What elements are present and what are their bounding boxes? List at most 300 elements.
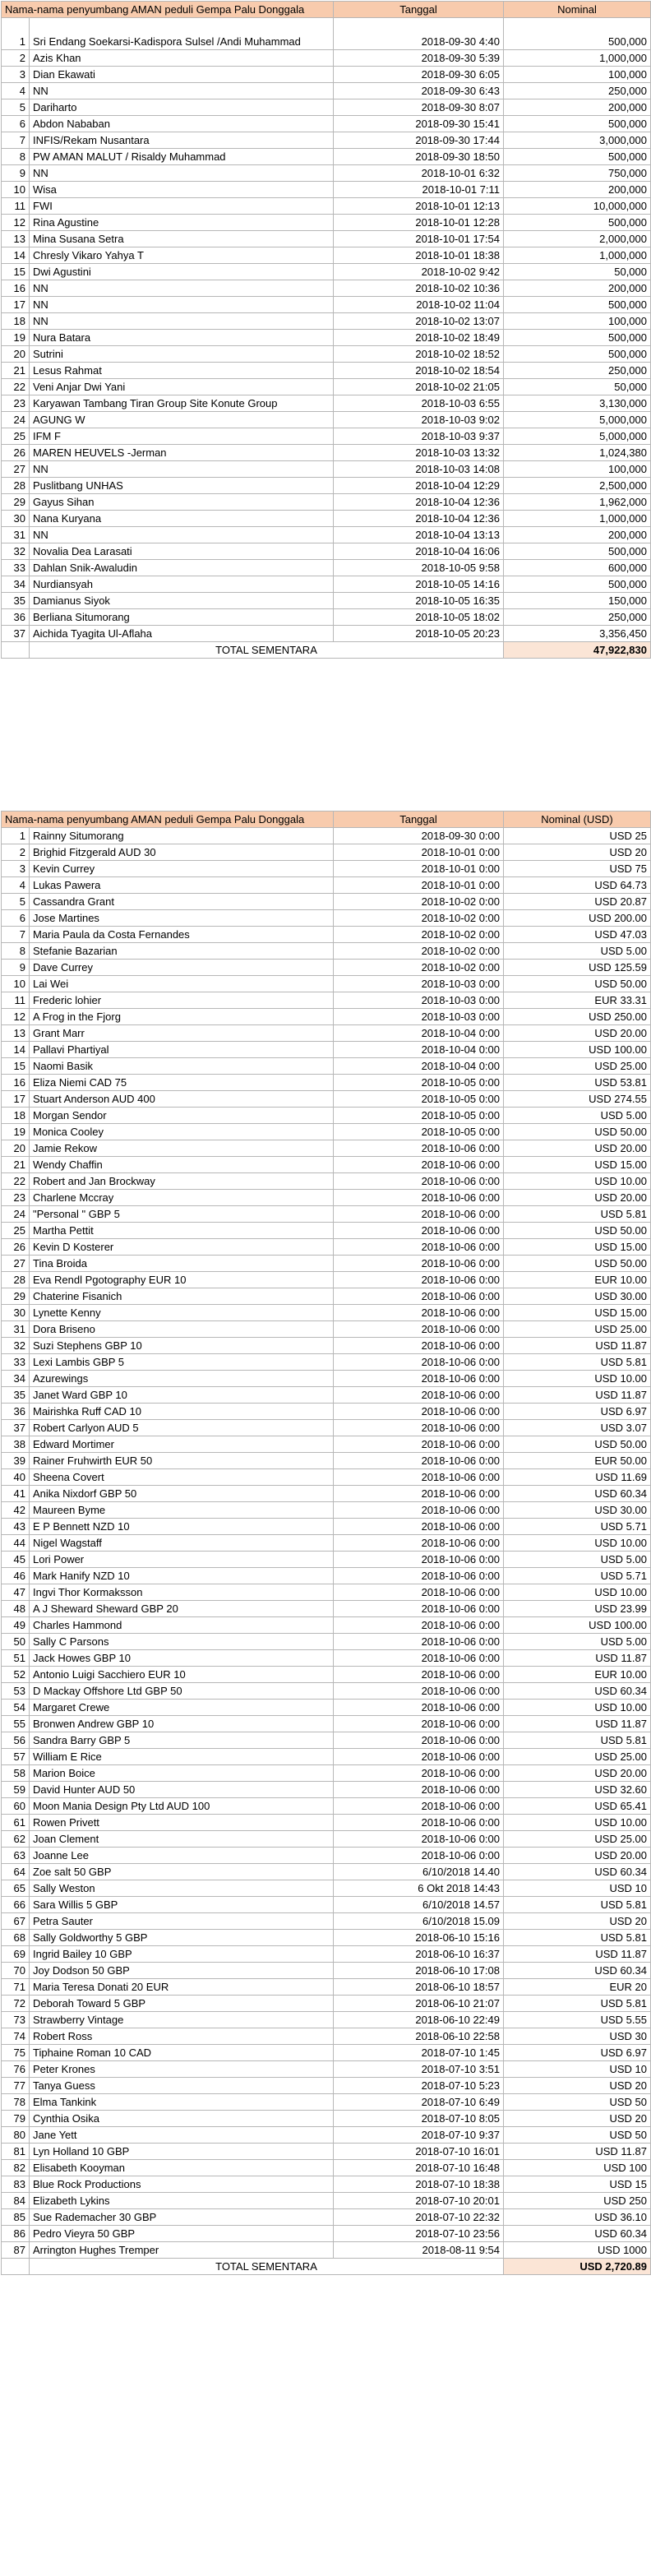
donation-date: 2018-06-10 21:07 <box>334 1996 504 2012</box>
donor-name: Petra Sauter <box>30 1913 334 1930</box>
donation-date: 2018-10-06 0:00 <box>334 1239 504 1256</box>
total-row <box>2 2259 651 2275</box>
table-row <box>2 943 651 960</box>
row-number: 31 <box>2 1321 30 1338</box>
donation-amount: USD 15 <box>504 2176 651 2193</box>
row-number: 77 <box>2 2078 30 2094</box>
table-row <box>2 1387 651 1404</box>
row-number: 28 <box>2 1272 30 1288</box>
header-name: Nama-nama penyumbang AMAN peduli Gempa Palu Donggala <box>2 812 334 828</box>
row-number: 35 <box>2 593 30 609</box>
table-row <box>2 1239 651 1256</box>
donor-name: Tina Broida <box>30 1256 334 1272</box>
table-row <box>2 363 651 379</box>
donation-amount: USD 5.55 <box>504 2012 651 2028</box>
donation-amount: USD 64.73 <box>504 877 651 894</box>
donation-date: 2018-10-01 0:00 <box>334 877 504 894</box>
table-row <box>2 1634 651 1650</box>
donation-amount: USD 25.00 <box>504 1749 651 1765</box>
table-row <box>2 1469 651 1486</box>
donation-date: 2018-10-06 0:00 <box>334 1436 504 1453</box>
donor-name: Lai Wei <box>30 976 334 992</box>
donor-name: E P Bennett NZD 10 <box>30 1519 334 1535</box>
donation-amount: USD 6.97 <box>504 1404 651 1420</box>
row-number: 80 <box>2 2127 30 2144</box>
row-number: 69 <box>2 1946 30 1963</box>
total-spacer <box>2 642 30 659</box>
donation-amount: USD 50.00 <box>504 1256 651 1272</box>
donor-name: Eva Rendl Pgotography EUR 10 <box>30 1272 334 1288</box>
row-number: 61 <box>2 1815 30 1831</box>
donation-date: 2018-07-10 5:23 <box>334 2078 504 2094</box>
table-row <box>2 494 651 511</box>
row-number: 62 <box>2 1831 30 1848</box>
donor-name: Abdon Nababan <box>30 116 334 132</box>
row-number: 21 <box>2 1157 30 1173</box>
donor-name: Rina Agustine <box>30 215 334 231</box>
donor-name: NN <box>30 83 334 99</box>
row-number: 11 <box>2 992 30 1009</box>
donor-name: NN <box>30 527 334 543</box>
donation-date: 2018-10-06 0:00 <box>334 1848 504 1864</box>
donation-date: 2018-10-04 12:36 <box>334 494 504 511</box>
donor-name: Nura Batara <box>30 330 334 346</box>
donor-name: Edward Mortimer <box>30 1436 334 1453</box>
row-number: 14 <box>2 247 30 264</box>
donor-name: Sri Endang Soekarsi-Kadispora Sulsel /Andi Muhammad <box>30 18 334 50</box>
row-number: 37 <box>2 626 30 642</box>
donation-date: 2018-10-02 0:00 <box>334 960 504 976</box>
table-row <box>2 626 651 642</box>
row-number: 58 <box>2 1765 30 1782</box>
row-number: 3 <box>2 861 30 877</box>
row-number: 51 <box>2 1650 30 1667</box>
donation-amount: USD 60.34 <box>504 1683 651 1700</box>
table-row <box>2 1897 651 1913</box>
donation-amount: USD 25 <box>504 828 651 844</box>
donation-date: 2018-10-06 0:00 <box>334 1272 504 1288</box>
table-row <box>2 313 651 330</box>
row-number: 66 <box>2 1897 30 1913</box>
donation-date: 6/10/2018 14.40 <box>334 1864 504 1880</box>
donor-name: Anika Nixdorf GBP 50 <box>30 1486 334 1502</box>
donation-date: 2018-06-10 17:08 <box>334 1963 504 1979</box>
donor-name: Jane Yett <box>30 2127 334 2144</box>
donation-amount: USD 10.00 <box>504 1700 651 1716</box>
table-row <box>2 1996 651 2012</box>
donation-amount: 500,000 <box>504 297 651 313</box>
donor-name: Tanya Guess <box>30 2078 334 2094</box>
donation-amount: USD 25.00 <box>504 1321 651 1338</box>
table-row <box>2 1305 651 1321</box>
row-number: 68 <box>2 1930 30 1946</box>
donation-amount: USD 200.00 <box>504 910 651 927</box>
table-row <box>2 844 651 861</box>
row-number: 42 <box>2 1502 30 1519</box>
donation-amount: 200,000 <box>504 182 651 198</box>
table-row <box>2 1584 651 1601</box>
donation-date: 2018-09-30 8:07 <box>334 99 504 116</box>
row-number: 6 <box>2 116 30 132</box>
row-number: 45 <box>2 1552 30 1568</box>
row-number: 33 <box>2 1354 30 1371</box>
row-number: 38 <box>2 1436 30 1453</box>
donor-name: Puslitbang UNHAS <box>30 478 334 494</box>
row-number: 73 <box>2 2012 30 2028</box>
donation-date: 2018-10-06 0:00 <box>334 1831 504 1848</box>
donor-name: "Personal " GBP 5 <box>30 1206 334 1223</box>
donation-date: 2018-10-04 12:29 <box>334 478 504 494</box>
table-row <box>2 149 651 165</box>
table-row <box>2 1667 651 1683</box>
table-row <box>2 560 651 576</box>
row-number: 14 <box>2 1042 30 1058</box>
donor-name: Sally Weston <box>30 1880 334 1897</box>
donor-name: Monica Cooley <box>30 1124 334 1140</box>
table-row <box>2 1749 651 1765</box>
row-number: 1 <box>2 828 30 844</box>
table-row <box>2 395 651 412</box>
row-number: 63 <box>2 1848 30 1864</box>
donor-name: MAREN HEUVELS -Jerman <box>30 445 334 461</box>
donor-name: Bronwen Andrew GBP 10 <box>30 1716 334 1732</box>
donation-amount: USD 10 <box>504 2061 651 2078</box>
header-amount: Nominal <box>504 2 651 18</box>
donation-date: 2018-09-30 0:00 <box>334 828 504 844</box>
table-row <box>2 1140 651 1157</box>
table-row <box>2 2144 651 2160</box>
donation-amount: EUR 33.31 <box>504 992 651 1009</box>
table-row <box>2 330 651 346</box>
header-amount: Nominal (USD) <box>504 812 651 828</box>
donation-date: 2018-07-10 16:01 <box>334 2144 504 2160</box>
donation-date: 2018-10-02 0:00 <box>334 943 504 960</box>
donation-amount: 750,000 <box>504 165 651 182</box>
donor-name: Sheena Covert <box>30 1469 334 1486</box>
donation-amount: USD 20 <box>504 2111 651 2127</box>
donor-name: Cynthia Osika <box>30 2111 334 2127</box>
donor-name: Azurewings <box>30 1371 334 1387</box>
donation-amount: USD 60.34 <box>504 1963 651 1979</box>
donation-amount: USD 5.00 <box>504 943 651 960</box>
donation-date: 2018-10-03 9:37 <box>334 428 504 445</box>
donation-amount: 100,000 <box>504 67 651 83</box>
donation-date: 2018-10-06 0:00 <box>334 1469 504 1486</box>
donor-name: Elisabeth Kooyman <box>30 2160 334 2176</box>
row-number: 15 <box>2 1058 30 1075</box>
row-number: 5 <box>2 99 30 116</box>
donor-name: Robert Carlyon AUD 5 <box>30 1420 334 1436</box>
row-number: 13 <box>2 1025 30 1042</box>
donation-amount: USD 53.81 <box>504 1075 651 1091</box>
donor-name: A J Sheward Sheward GBP 20 <box>30 1601 334 1617</box>
donation-date: 2018-10-05 20:23 <box>334 626 504 642</box>
donation-date: 2018-06-10 15:16 <box>334 1930 504 1946</box>
donation-date: 2018-06-10 18:57 <box>334 1979 504 1996</box>
donor-name: Karyawan Tambang Tiran Group Site Konute Group <box>30 395 334 412</box>
donation-date: 2018-10-06 0:00 <box>334 1453 504 1469</box>
donation-amount: 200,000 <box>504 527 651 543</box>
total-value: 47,922,830 <box>504 642 651 659</box>
donation-amount: 1,962,000 <box>504 494 651 511</box>
donor-name: Veni Anjar Dwi Yani <box>30 379 334 395</box>
donation-date: 2018-10-03 9:02 <box>334 412 504 428</box>
donor-name: Lori Power <box>30 1552 334 1568</box>
donation-amount: USD 250.00 <box>504 1009 651 1025</box>
donation-date: 2018-10-06 0:00 <box>334 1552 504 1568</box>
donation-date: 2018-09-30 4:40 <box>334 18 504 50</box>
row-number: 59 <box>2 1782 30 1798</box>
row-number: 10 <box>2 182 30 198</box>
usd-donations-table <box>1 811 651 2275</box>
table-row <box>2 247 651 264</box>
table-row <box>2 231 651 247</box>
table-row <box>2 165 651 182</box>
donation-amount: 600,000 <box>504 560 651 576</box>
table-row <box>2 1486 651 1502</box>
donation-date: 2018-10-06 0:00 <box>334 1782 504 1798</box>
donation-date: 2018-10-06 0:00 <box>334 1700 504 1716</box>
donation-amount: 500,000 <box>504 149 651 165</box>
table-row <box>2 2078 651 2094</box>
donor-name: INFIS/Rekam Nusantara <box>30 132 334 149</box>
donor-name: IFM F <box>30 428 334 445</box>
donation-amount: USD 11.87 <box>504 1946 651 1963</box>
donor-name: Dahlan Snik-Awaludin <box>30 560 334 576</box>
donor-name: Lynette Kenny <box>30 1305 334 1321</box>
donor-name: Grant Marr <box>30 1025 334 1042</box>
donation-amount: 1,024,380 <box>504 445 651 461</box>
donor-name: Mina Susana Setra <box>30 231 334 247</box>
donor-name: Elizabeth Lykins <box>30 2193 334 2209</box>
table-row <box>2 1453 651 1469</box>
table-row <box>2 1913 651 1930</box>
donation-amount: USD 75 <box>504 861 651 877</box>
donation-date: 2018-09-30 6:43 <box>334 83 504 99</box>
table-row <box>2 2111 651 2127</box>
table-row <box>2 2209 651 2226</box>
row-number: 26 <box>2 445 30 461</box>
donation-amount: 250,000 <box>504 83 651 99</box>
donation-amount: USD 11.87 <box>504 1716 651 1732</box>
table-row <box>2 609 651 626</box>
table-row <box>2 1519 651 1535</box>
row-number: 57 <box>2 1749 30 1765</box>
donation-amount: EUR 20 <box>504 1979 651 1996</box>
table-row <box>2 1946 651 1963</box>
donation-date: 2018-10-02 0:00 <box>334 910 504 927</box>
donor-name: Pedro Vieyra 50 GBP <box>30 2226 334 2242</box>
donation-amount: USD 1000 <box>504 2242 651 2259</box>
donation-amount: USD 6.97 <box>504 2045 651 2061</box>
row-number: 34 <box>2 576 30 593</box>
donation-amount: USD 50.00 <box>504 976 651 992</box>
donor-name: Charles Hammond <box>30 1617 334 1634</box>
donor-name: Lexi Lambis GBP 5 <box>30 1354 334 1371</box>
row-number: 15 <box>2 264 30 280</box>
donation-date: 2018-09-30 18:50 <box>334 149 504 165</box>
donation-amount: USD 250 <box>504 2193 651 2209</box>
row-number: 56 <box>2 1732 30 1749</box>
row-number: 27 <box>2 1256 30 1272</box>
donation-amount: USD 30 <box>504 2028 651 2045</box>
donation-amount: USD 20 <box>504 1913 651 1930</box>
table-row <box>2 2028 651 2045</box>
donation-amount: USD 11.87 <box>504 1387 651 1404</box>
table-row <box>2 1782 651 1798</box>
row-number: 76 <box>2 2061 30 2078</box>
donor-name: D Mackay Offshore Ltd GBP 50 <box>30 1683 334 1700</box>
donation-amount: USD 3.07 <box>504 1420 651 1436</box>
donation-date: 2018-10-06 0:00 <box>334 1305 504 1321</box>
table-row <box>2 877 651 894</box>
donation-amount: 1,000,000 <box>504 511 651 527</box>
table-row <box>2 2176 651 2193</box>
row-number: 47 <box>2 1584 30 1601</box>
row-number: 83 <box>2 2176 30 2193</box>
idr-donations-table <box>1 1 651 659</box>
row-number: 20 <box>2 1140 30 1157</box>
table-row <box>2 1223 651 1239</box>
donor-name: Ingvi Thor Kormaksson <box>30 1584 334 1601</box>
donation-date: 2018-07-10 20:01 <box>334 2193 504 2209</box>
row-number: 18 <box>2 313 30 330</box>
donation-date: 2018-10-06 0:00 <box>334 1157 504 1173</box>
table-row <box>2 1091 651 1108</box>
donation-date: 2018-10-06 0:00 <box>334 1765 504 1782</box>
total-label: TOTAL SEMENTARA <box>30 642 504 659</box>
row-number: 8 <box>2 149 30 165</box>
donor-name: Sally C Parsons <box>30 1634 334 1650</box>
donation-amount: USD 23.99 <box>504 1601 651 1617</box>
donor-name: Aichida Tyagita Ul-Aflaha <box>30 626 334 642</box>
table-row <box>2 861 651 877</box>
total-value: USD 2,720.89 <box>504 2259 651 2275</box>
donation-date: 2018-10-06 0:00 <box>334 1256 504 1272</box>
donation-date: 2018-10-03 0:00 <box>334 1009 504 1025</box>
row-number: 79 <box>2 2111 30 2127</box>
donor-name: Brighid Fitzgerald AUD 30 <box>30 844 334 861</box>
donor-name: Joan Clement <box>30 1831 334 1848</box>
table-row <box>2 1420 651 1436</box>
donation-amount: USD 10.00 <box>504 1535 651 1552</box>
donation-date: 2018-10-05 14:16 <box>334 576 504 593</box>
table-row <box>2 1075 651 1091</box>
donation-amount: USD 15.00 <box>504 1239 651 1256</box>
donor-name: NN <box>30 461 334 478</box>
donor-name: Zoe salt 50 GBP <box>30 1864 334 1880</box>
donation-date: 2018-10-05 0:00 <box>334 1075 504 1091</box>
donation-amount: 150,000 <box>504 593 651 609</box>
row-number: 52 <box>2 1667 30 1683</box>
table-row <box>2 1338 651 1354</box>
donor-name: Sara Willis 5 GBP <box>30 1897 334 1913</box>
donation-date: 2018-10-03 14:08 <box>334 461 504 478</box>
table-row <box>2 1042 651 1058</box>
donor-name: Sutrini <box>30 346 334 363</box>
donation-amount: USD 60.34 <box>504 1486 651 1502</box>
table-row <box>2 412 651 428</box>
donation-date: 2018-10-06 0:00 <box>334 1634 504 1650</box>
table-row <box>2 67 651 83</box>
row-number: 46 <box>2 1568 30 1584</box>
row-number: 30 <box>2 1305 30 1321</box>
donation-date: 2018-10-02 18:52 <box>334 346 504 363</box>
row-number: 43 <box>2 1519 30 1535</box>
donation-amount: 3,000,000 <box>504 132 651 149</box>
donation-amount: USD 15.00 <box>504 1305 651 1321</box>
donation-date: 2018-10-06 0:00 <box>334 1486 504 1502</box>
table-row <box>2 1321 651 1338</box>
donation-date: 2018-10-06 0:00 <box>334 1321 504 1338</box>
donor-name: Peter Krones <box>30 2061 334 2078</box>
donation-date: 2018-10-06 0:00 <box>334 1568 504 1584</box>
row-number: 48 <box>2 1601 30 1617</box>
donor-name: Chaterine Fisanich <box>30 1288 334 1305</box>
table-row <box>2 511 651 527</box>
donation-amount: 200,000 <box>504 99 651 116</box>
table-row <box>2 1963 651 1979</box>
donation-date: 2018-10-06 0:00 <box>334 1617 504 1634</box>
table-row <box>2 1535 651 1552</box>
donation-amount: USD 5.00 <box>504 1108 651 1124</box>
donation-amount: 500,000 <box>504 116 651 132</box>
table-row <box>2 428 651 445</box>
donor-name: Nurdiansyah <box>30 576 334 593</box>
donor-name: Janet Ward GBP 10 <box>30 1387 334 1404</box>
row-number: 5 <box>2 894 30 910</box>
donor-name: Margaret Crewe <box>30 1700 334 1716</box>
row-number: 67 <box>2 1913 30 1930</box>
donation-date: 2018-10-06 0:00 <box>334 1815 504 1831</box>
donor-name: Jack Howes GBP 10 <box>30 1650 334 1667</box>
donation-amount: USD 5.81 <box>504 1206 651 1223</box>
donor-name: Sandra Barry GBP 5 <box>30 1732 334 1749</box>
donation-date: 2018-10-05 16:35 <box>334 593 504 609</box>
donation-amount: USD 5.81 <box>504 1732 651 1749</box>
row-number: 25 <box>2 428 30 445</box>
row-number: 29 <box>2 1288 30 1305</box>
total-spacer <box>2 2259 30 2275</box>
donor-name: Rainny Situmorang <box>30 828 334 844</box>
donation-amount: USD 50 <box>504 2094 651 2111</box>
donation-date: 2018-10-01 18:38 <box>334 247 504 264</box>
donor-name: Dave Currey <box>30 960 334 976</box>
row-number: 1 <box>2 18 30 50</box>
donation-amount: USD 20.00 <box>504 1848 651 1864</box>
table-row <box>2 960 651 976</box>
table-row <box>2 1798 651 1815</box>
donation-date: 2018-10-02 13:07 <box>334 313 504 330</box>
donor-name: Maria Teresa Donati 20 EUR <box>30 1979 334 1996</box>
table-row <box>2 1765 651 1782</box>
row-number: 21 <box>2 363 30 379</box>
donation-amount: 5,000,000 <box>504 412 651 428</box>
donor-name: Chresly Vikaro Yahya T <box>30 247 334 264</box>
table-row <box>2 1025 651 1042</box>
row-number: 85 <box>2 2209 30 2226</box>
donation-date: 2018-10-02 9:42 <box>334 264 504 280</box>
row-number: 37 <box>2 1420 30 1436</box>
table-row <box>2 527 651 543</box>
donor-name: A Frog in the Fjorg <box>30 1009 334 1025</box>
header-row <box>2 812 651 828</box>
donation-date: 2018-07-10 9:37 <box>334 2127 504 2144</box>
row-number: 10 <box>2 976 30 992</box>
donation-date: 2018-10-01 17:54 <box>334 231 504 247</box>
donor-name: Joy Dodson 50 GBP <box>30 1963 334 1979</box>
donor-name: NN <box>30 297 334 313</box>
